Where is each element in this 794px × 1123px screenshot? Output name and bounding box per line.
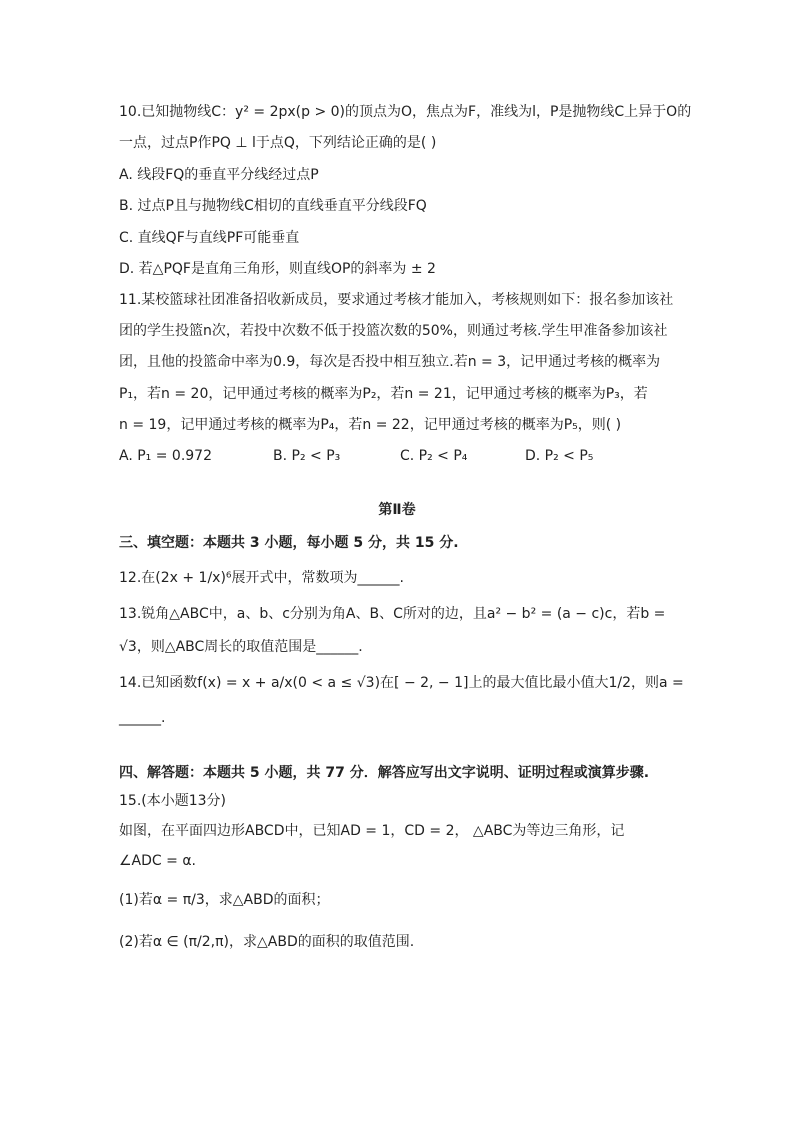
q10-stem-line1: 10.已知抛物线C：y² = 2px(p > 0)的顶点为O，焦点为F，准线为l，P是抛物线C上异于O的 (119, 104, 692, 120)
q15-line2: ∠ADC = α. (119, 853, 196, 869)
q15-part1: (1)若α = π/3，求△ABD的面积； (119, 892, 330, 908)
q11-option-c: C. P₂ < P₄ (400, 448, 468, 464)
q10-option-d: D. 若△PQF是直角三角形，则直线OP的斜率为 ± 2 (119, 261, 436, 277)
q11-option-d: D. P₂ < P₅ (525, 448, 594, 464)
q15-header: 15.(本小题13分) (119, 793, 227, 809)
q10-stem-line2: 一点，过点P作PQ ⊥ l于点Q，下列结论正确的是( ) (119, 135, 437, 151)
q11-line1: 11.某校篮球社团准备招收新成员，要求通过考核才能加入，考核规则如下：报名参加该社 (119, 292, 674, 308)
q11-line3: 团，且他的投篮命中率为0.9，每次是否投中相互独立.若n = 3，记甲通过考核的概率为 (119, 354, 661, 370)
q11-line2: 团的学生投篮n次，若投中次数不低于投篮次数的50%，则通过考核.学生甲准备参加该社 (119, 323, 668, 339)
section3-heading: 三、填空题：本题共 3 小题，每小题 5 分，共 15 分. (119, 535, 459, 551)
q13-line2: √3，则△ABC周长的取值范围是______. (119, 639, 363, 655)
volume2-title: 第Ⅱ卷 (378, 502, 416, 518)
q11-option-b: B. P₂ < P₃ (273, 448, 341, 464)
q15-line1: 如图，在平面四边形ABCD中，已知AD = 1，CD = 2， △ABC为等边三角形，记 (119, 823, 625, 839)
q13-line1: 13.锐角△ABC中，a、b、c分别为角A、B、C所对的边，且a² − b² = (a − c)c，若b = (119, 606, 666, 622)
section4-heading: 四、解答题：本题共 5 小题，共 77 分．解答应写出文字说明、证明过程或演算步骤. (119, 765, 650, 781)
q14-line1: 14.已知函数f(x) = x + a/x(0 < a ≤ √3)在[ − 2, − 1]上的最大值比最小值大1/2，则a = (119, 675, 684, 691)
q12-text: 12.在(2x + 1/x)⁶展开式中，常数项为______. (119, 570, 404, 586)
q11-line4: P₁，若n = 20，记甲通过考核的概率为P₂，若n = 21，记甲通过考核的概率为P₃，若 (119, 386, 648, 402)
q14-line2: ______. (119, 710, 166, 726)
q11-option-a: A. P₁ = 0.972 (119, 448, 212, 464)
q10-option-a: A. 线段FQ的垂直平分线经过点P (119, 167, 319, 183)
q10-option-c: C. 直线QF与直线PF可能垂直 (119, 230, 300, 246)
q10-option-b: B. 过点P且与抛物线C相切的直线垂直平分线段FQ (119, 198, 427, 214)
q15-part2: (2)若α ∈ (π/2,π)，求△ABD的面积的取值范围. (119, 934, 415, 950)
q11-line5: n = 19，记甲通过考核的概率为P₄，若n = 22，记甲通过考核的概率为P₅，则( ) (119, 417, 622, 433)
